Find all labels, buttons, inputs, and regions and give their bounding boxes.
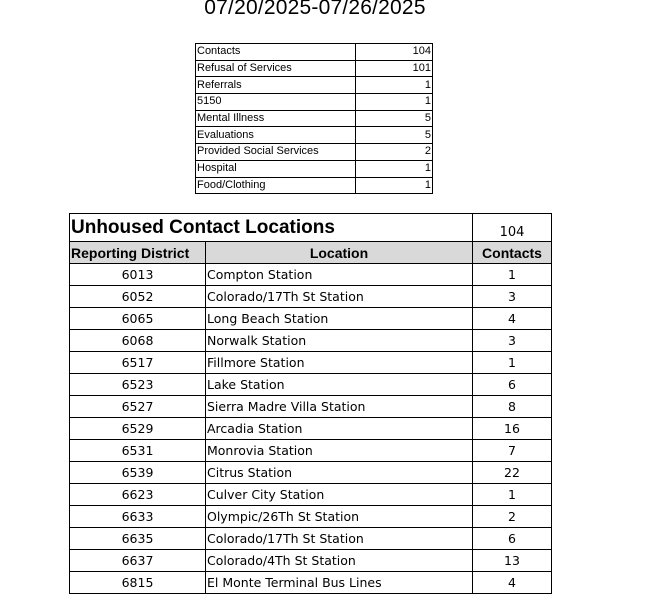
table-row [70,352,552,374]
district-cell: 6529 [70,418,206,440]
locations-title: Unhoused Contact Locations [70,214,473,242]
contacts-cell: 3 [473,286,552,308]
contacts-cell: 4 [473,572,552,594]
locations-title-row [70,214,552,242]
summary-row [196,77,433,94]
summary-value: 5 [356,127,433,144]
district-cell: 6527 [70,396,206,418]
district-cell: 6065 [70,308,206,330]
table-row [70,264,552,286]
summary-body [196,44,433,194]
locations-header-row [70,242,552,264]
locations-total: 104 [473,214,552,242]
summary-row [196,94,433,111]
location-cell: Sierra Madre Villa Station [206,396,473,418]
table-row [70,286,552,308]
contacts-cell: 7 [473,440,552,462]
district-cell: 6635 [70,528,206,550]
summary-label: Referrals [196,77,356,94]
contacts-cell: 8 [473,396,552,418]
summary-row [196,127,433,144]
district-cell: 6633 [70,506,206,528]
district-cell: 6068 [70,330,206,352]
summary-label: Hospital [196,160,356,177]
summary-value: 2 [356,144,433,161]
contacts-cell: 6 [473,374,552,396]
contacts-cell: 2 [473,506,552,528]
contacts-cell: 6 [473,528,552,550]
summary-value: 1 [356,177,433,194]
summary-row [196,60,433,77]
location-cell: Culver City Station [206,484,473,506]
district-cell: 6523 [70,374,206,396]
summary-row [196,144,433,161]
location-cell: Long Beach Station [206,308,473,330]
location-cell: Lake Station [206,374,473,396]
table-row [70,484,552,506]
location-cell: Arcadia Station [206,418,473,440]
district-cell: 6531 [70,440,206,462]
summary-row [196,110,433,127]
locations-table [69,213,552,594]
location-cell: Colorado/17Th St Station [206,286,473,308]
location-cell: Monrovia Station [206,440,473,462]
location-cell: Colorado/4Th St Station [206,550,473,572]
table-row [70,528,552,550]
summary-value: 5 [356,110,433,127]
summary-label: Contacts [196,44,356,61]
contacts-cell: 22 [473,462,552,484]
contacts-cell: 4 [473,308,552,330]
table-row [70,330,552,352]
district-cell: 6013 [70,264,206,286]
header-reporting-district: Reporting District [70,242,206,264]
contacts-cell: 13 [473,550,552,572]
summary-table [195,43,433,194]
table-row [70,308,552,330]
table-row [70,550,552,572]
district-cell: 6815 [70,572,206,594]
contacts-cell: 1 [473,352,552,374]
summary-row [196,160,433,177]
contacts-cell: 16 [473,418,552,440]
location-cell: El Monte Terminal Bus Lines [206,572,473,594]
summary-row [196,44,433,61]
summary-value: 1 [356,77,433,94]
header-location: Location [206,242,473,264]
table-row [70,506,552,528]
summary-value: 1 [356,94,433,111]
location-cell: Compton Station [206,264,473,286]
table-row [70,418,552,440]
summary-value: 101 [356,60,433,77]
location-cell: Olympic/26Th St Station [206,506,473,528]
location-cell: Norwalk Station [206,330,473,352]
district-cell: 6539 [70,462,206,484]
district-cell: 6637 [70,550,206,572]
summary-value: 1 [356,160,433,177]
table-row [70,396,552,418]
location-cell: Fillmore Station [206,352,473,374]
summary-label: Provided Social Services [196,144,356,161]
locations-body [70,214,552,594]
district-cell: 6517 [70,352,206,374]
contacts-cell: 1 [473,484,552,506]
table-row [70,462,552,484]
table-row [70,572,552,594]
summary-label: Food/Clothing [196,177,356,194]
district-cell: 6052 [70,286,206,308]
header-contacts: Contacts [473,242,552,264]
location-cell: Colorado/17Th St Station [206,528,473,550]
summary-value: 104 [356,44,433,61]
summary-row [196,177,433,194]
contacts-cell: 1 [473,264,552,286]
summary-label: Evaluations [196,127,356,144]
contacts-cell: 3 [473,330,552,352]
summary-label: Refusal of Services [196,60,356,77]
report-date-range: 07/20/2025-07/26/2025 [204,0,426,19]
table-row [70,374,552,396]
table-row [70,440,552,462]
summary-label: 5150 [196,94,356,111]
district-cell: 6623 [70,484,206,506]
summary-label: Mental Illness [196,110,356,127]
location-cell: Citrus Station [206,462,473,484]
